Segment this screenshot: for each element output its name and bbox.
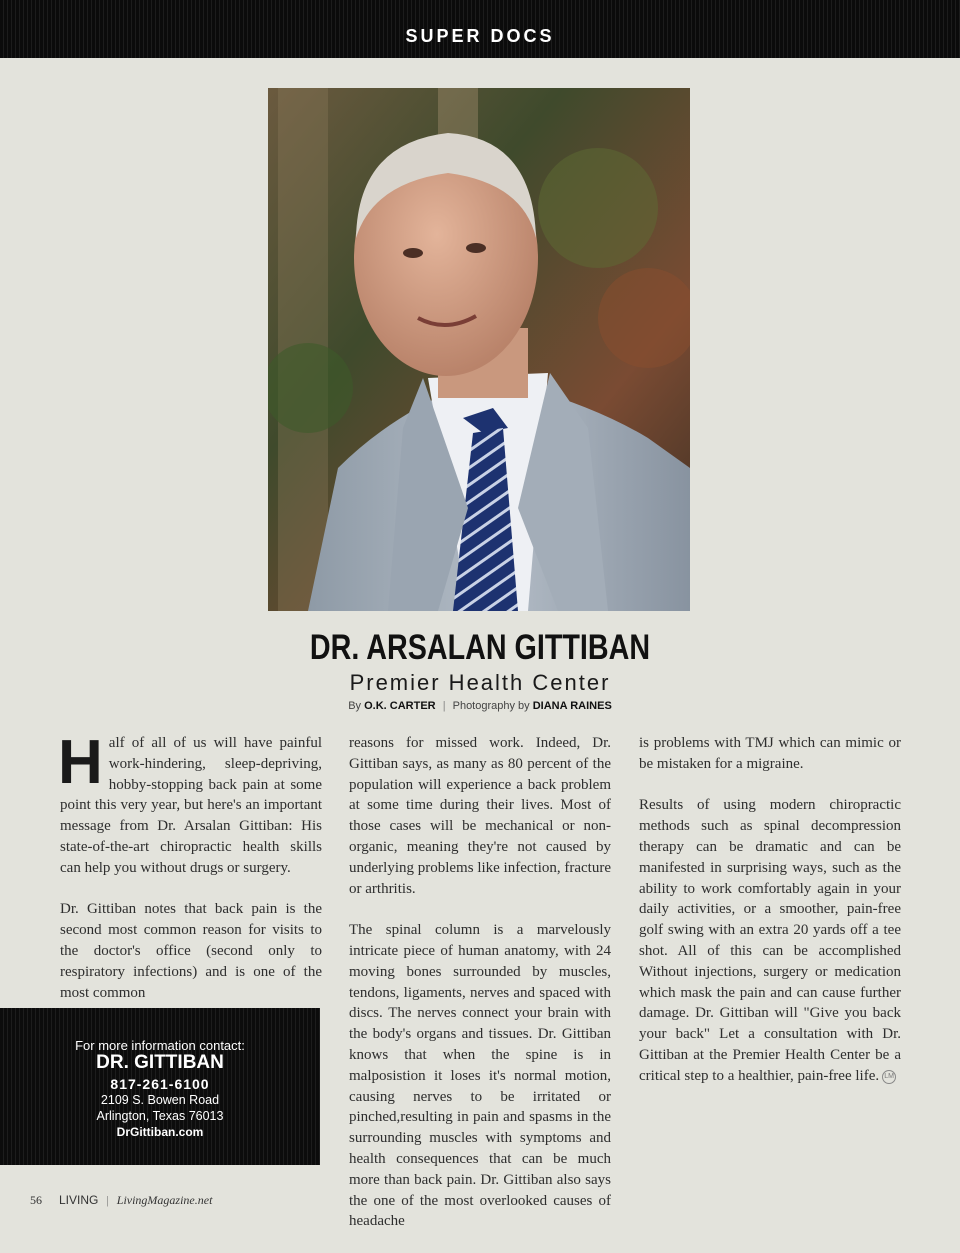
paragraph: The spinal column is a marvelously intricate piece of human anatomy, with 24 moving bones surrounded by muscles, tendons, ligaments, nerves and spaced with discs. The nerves connect your brain with the body's organs and tissues. Dr. Gittiban knows that when the spine is in malposistion it loses it's normal motion, causing nerves to be irritated or pinched,resulting in pain and spasms in the surrounding muscles with symptoms and health consequences that can be much more than back pain. Dr. Gittiban also says the one of the most overlooked causes of headache (349, 922, 611, 1230)
paragraph: reasons for missed work. Indeed, Dr. Gittiban says, as many as 80 percent of the population will experience a back problem at some time during their lives. Most of those cases will be mechanical or non-organic, meaning they're not caused by underlying problems like infection, fracture or arthritis. (349, 735, 611, 897)
end-mark-icon: LM (882, 1070, 896, 1084)
section-header-bar (0, 0, 960, 58)
contact-phone[interactable]: 817-261-6100 (110, 1076, 210, 1092)
page-footer (30, 1193, 212, 1208)
contact-website-link[interactable]: DrGittiban.com (116, 1125, 204, 1139)
article-column-2 (349, 733, 611, 1253)
footer-separator: | (106, 1193, 109, 1207)
contact-name: DR. GITTIBAN (96, 1052, 224, 1073)
contact-intro: For more information contact: (75, 1038, 245, 1053)
organization-subtitle: Premier Health Center (349, 670, 611, 695)
article-column-1 (58, 728, 322, 1024)
author-name: O.K. CARTER (364, 700, 436, 712)
paragraph: Dr. Gittiban notes that back pain is the second most common reason for visits to the doctor's office (second only to respiratory infections) and is one of the most common (60, 901, 322, 1001)
magazine-url[interactable]: LivingMagazine.net (116, 1193, 213, 1207)
magazine-name: LIVING (59, 1193, 99, 1207)
section-title: SUPER DOCS (405, 26, 555, 46)
page-number: 56 (30, 1193, 42, 1207)
paragraph: is problems with TMJ which can mimic or be mistaken for a migraine. (639, 735, 901, 772)
paragraph: Results of using modern chiropractic methods such as spinal decompression therapy can be dramatic and can be manifested in surprising ways, such as the ability to work comfortably again in your daily activities, or a smoother, pain-free golf swing with an extra 20 yards off a tee shot. All of this can be accomplished Without injections, surgery or medication which mask the pain and can cause further damage. Dr. Gittiban will "Give you back your back" Let a consultation with Dr. Gittiban at the Premier Health Center be a critical step to a healthier, pain-free life. LM (639, 797, 901, 1084)
article-title: DR. ARSALAN GITTIBAN (309, 628, 651, 667)
article-column-3 (639, 733, 901, 1107)
portrait-photo (268, 88, 690, 611)
contact-address-line-1: 2109 S. Bowen Road (100, 1093, 220, 1107)
drop-cap: H (58, 728, 103, 797)
byline (0, 700, 960, 712)
contact-address-line-2: Arlington, Texas 76013 (96, 1109, 224, 1123)
portrait-illustration (268, 88, 690, 611)
paragraph: Half of all of us will have painful work-hindering, sleep-depriving, hobby-stopping back pain at some point this very year, but here's an important message from Dr. Arsalan Gittiban: His state-of-the-art chiropractic health skills can help you without drugs or surgery. (58, 728, 322, 876)
byline-separator: | (442, 700, 446, 712)
contact-box (0, 1008, 320, 1165)
photo-credit-prefix: Photography by (452, 700, 530, 712)
byline-prefix: By (348, 700, 362, 712)
photographer-name: DIANA RAINES (532, 700, 612, 712)
